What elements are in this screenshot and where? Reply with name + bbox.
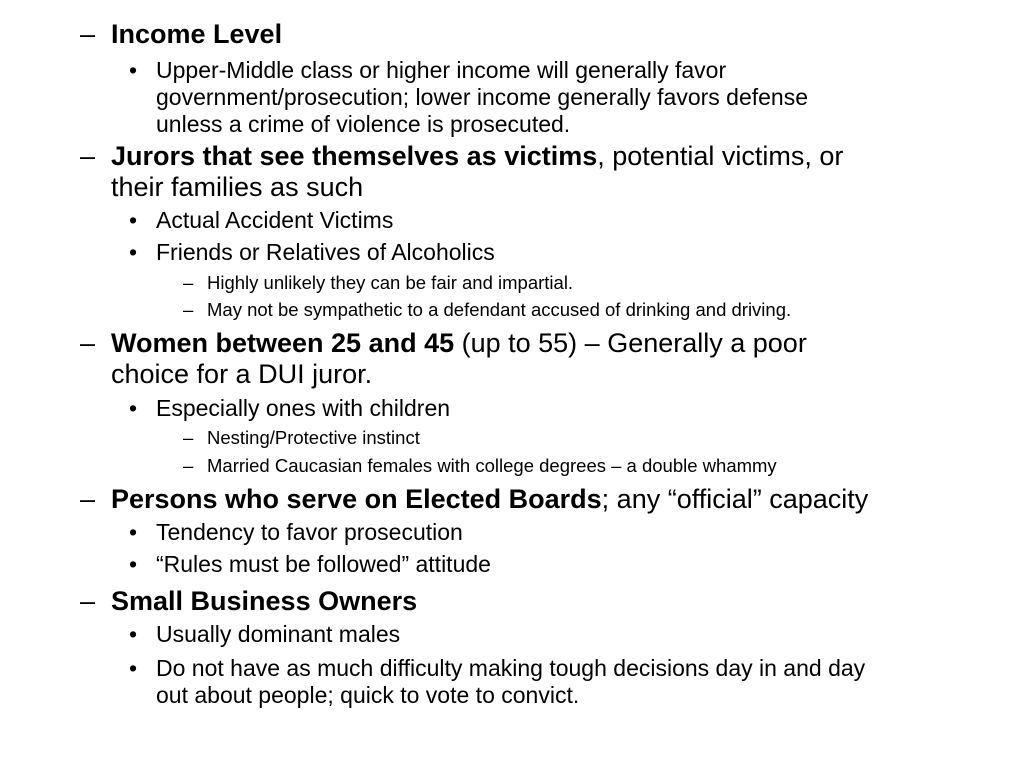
- point-text: [156, 395, 450, 422]
- dash-bullet: –: [80, 328, 96, 358]
- section-heading: Women between 25 and 45: [111, 328, 455, 358]
- subpoint-line: Highly unlikely they can be fair and impartial.: [207, 272, 574, 293]
- point-text: [156, 57, 808, 138]
- dot-bullet: •: [129, 519, 138, 545]
- point-line: Friends or Relatives of Alcoholics: [156, 239, 495, 265]
- dot-bullet: •: [129, 57, 138, 83]
- subpoint-text: [207, 272, 573, 294]
- section-heading: Persons who serve on Elected Boards: [111, 484, 602, 514]
- section-heading-text: [111, 328, 807, 390]
- section-heading-text: [111, 19, 282, 50]
- point-line: Especially ones with children: [156, 395, 451, 421]
- point-text: [156, 207, 393, 234]
- subpoint-text: [207, 427, 420, 449]
- dot-bullet: •: [129, 239, 138, 265]
- dot-bullet: •: [129, 207, 138, 233]
- section-heading-text: [111, 141, 843, 203]
- section-heading: Income Level: [111, 19, 283, 49]
- dot-bullet: •: [129, 655, 138, 681]
- section-heading-rest: , potential victims, or: [597, 141, 844, 171]
- dash-bullet: –: [183, 272, 194, 293]
- point-text: [156, 519, 463, 546]
- section-heading-text: [111, 586, 417, 617]
- subpoint-line: Married Caucasian females with college degrees – a double whammy: [207, 455, 777, 476]
- point-line: out about people; quick to vote to convict.: [156, 682, 580, 708]
- point-text: [156, 655, 865, 709]
- section-heading: Jurors that see themselves as victims: [111, 141, 598, 171]
- point-text: [156, 621, 400, 648]
- point-line: Actual Accident Victims: [156, 207, 394, 233]
- section-heading-line-2: choice for a DUI juror.: [111, 359, 373, 389]
- dash-bullet: –: [80, 484, 96, 514]
- subpoint-text: [207, 299, 791, 321]
- dot-bullet: •: [129, 621, 138, 647]
- section-heading-line-2: their families as such: [111, 172, 364, 202]
- dot-bullet: •: [129, 551, 138, 577]
- point-text: [156, 239, 495, 266]
- point-line: Do not have as much difficulty making tough decisions day in and day: [156, 655, 866, 681]
- section-heading-line-1: [111, 484, 868, 515]
- point-line: Upper-Middle class or higher income will generally favor: [156, 57, 727, 83]
- dash-bullet: –: [80, 586, 96, 616]
- point-line: Tendency to favor prosecution: [156, 519, 463, 545]
- section-heading-text: [111, 484, 868, 515]
- point-line: “Rules must be followed” attitude: [156, 551, 491, 577]
- point-text: [156, 551, 491, 578]
- point-line: unless a crime of violence is prosecuted.: [156, 111, 571, 137]
- section-heading-line-1: [111, 328, 807, 359]
- dash-bullet: –: [80, 141, 96, 171]
- dash-bullet: –: [183, 427, 194, 448]
- dot-bullet: •: [129, 395, 138, 421]
- point-line: government/prosecution; lower income generally favors defense: [156, 84, 809, 110]
- subpoint-line: Nesting/Protective instinct: [207, 427, 420, 448]
- subpoint-text: [207, 455, 777, 477]
- dash-bullet: –: [80, 19, 96, 49]
- subpoint-line: May not be sympathetic to a defendant accused of drinking and driving.: [207, 299, 792, 320]
- point-line: Usually dominant males: [156, 621, 401, 647]
- section-heading-rest: ; any “official” capacity: [601, 484, 869, 514]
- dash-bullet: –: [183, 455, 194, 476]
- section-heading-line-1: [111, 141, 843, 172]
- dash-bullet: –: [183, 299, 194, 320]
- section-heading: Small Business Owners: [111, 586, 418, 616]
- section-heading-rest: (up to 55) – Generally a poor: [454, 328, 807, 358]
